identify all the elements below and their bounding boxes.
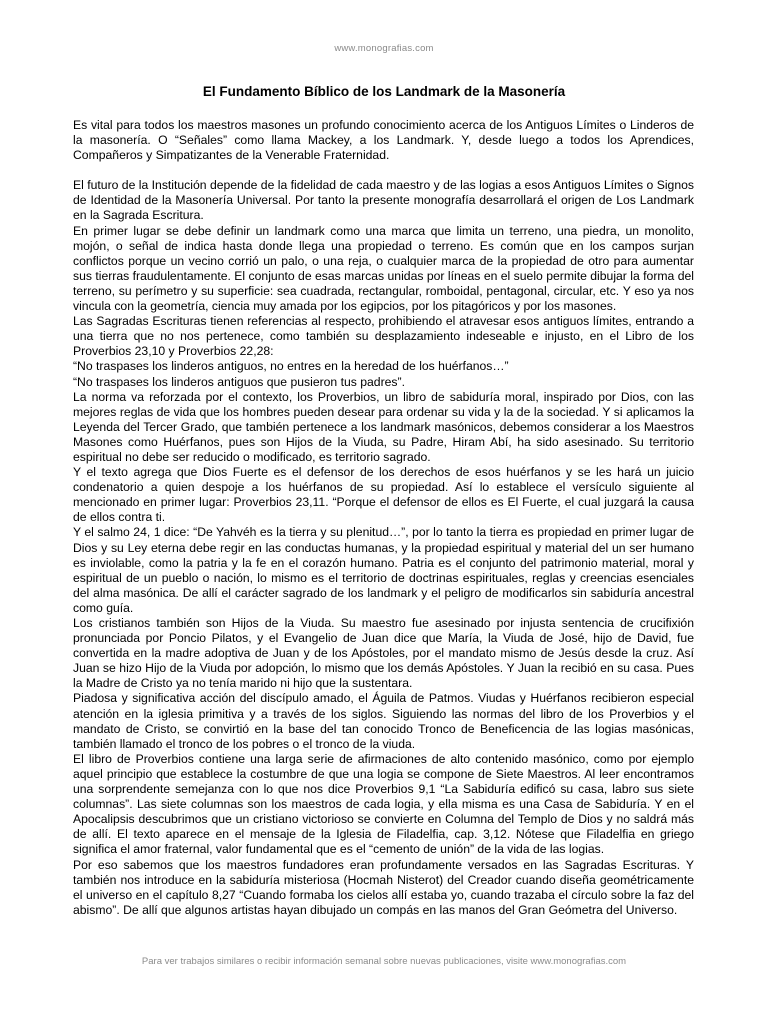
quote-1: “No traspases los linderos antiguos, no entres en la heredad de los huérfanos…” — [73, 359, 509, 374]
document-title: El Fundamento Bíblico de los Landmark de la Masonería — [202, 84, 566, 99]
paragraph-4: Las Sagradas Escrituras tienen referencias al respecto, prohibiendo el atravesar esos antiguos límites, entrando a una tierra que no nos pertenece, como también su desplazamiento indeseable e injusto, en el Libro de los Proverbios 23,10 y Proverbios 22,28: — [73, 314, 694, 359]
paragraph-1: Es vital para todos los maestros masones un profundo conocimiento acerca de los Antiguos Límites o Linderos de la masonería. O “Señales” como llama Mackey, a los Landmark. Y, desde luego a todos los Aprendices, Compañeros y Simpatizantes de la Venerable Fraternidad. — [73, 118, 694, 163]
paragraph-2: El futuro de la Institución depende de la fidelidad de cada maestro y de las logias a esos Antiguos Límites o Signos de Identidad de la Masonería Universal. Por tanto la presente monografía desarrollará el origen de Los Landmark en la Sagrada Escritura. — [73, 178, 694, 223]
quote-2: “No traspases los linderos antiguos que pusieron tus padres”. — [73, 374, 405, 389]
paragraph-5: La norma va reforzada por el contexto, los Proverbios, un libro de sabiduría moral, inspirado por Dios, con las mejores reglas de vida que los hombres pueden desear para ordenar su vida y la de la sociedad. Y si aplicamos la Leyenda del Tercer Grado, que también pertenece a los landmark masónicos, debemos considerar a los Maestros Masones como Huérfanos, pues son Hijos de la Viuda, su Padre, Hiram Abí, ha sido asesinado. Su territorio espiritual no debe ser reducido o modificado, es territorio sagrado. — [73, 389, 694, 464]
header-url[interactable]: www.monografias.com — [334, 43, 434, 54]
paragraph-3: En primer lugar se debe definir un landmark como una marca que limita un terreno, una piedra, un monolito, mojón, o señal de indica hasta donde llega una propiedad o terreno. Es común que en los campos surjan conflictos porque un vecino corrió un palo, o una reja, o cualquier marca de la propiedad de otro para aumentar sus tierras fraudulentamente. El conjunto de esas marcas unidas por líneas en el suelo permite dibujar la forma del terreno, su perímetro y su superficie: sea cuadrada, rectangular, romboidal, pentagonal, circular, etc. Y eso ya nos vincula con la geometría, ciencia muy amada por los egipcios, por los pitagóricos y por los masones. — [73, 223, 694, 314]
paragraph-8: Los cristianos también son Hijos de la Viuda. Su maestro fue asesinado por injusta sentencia de crucifixión pronunciada por Poncio Pilatos, y el Evangelio de Juan dice que María, la Viuda de José, hijo de David, fue convertida en la madre adoptiva de Juan y de los Apóstoles, por el mandato mismo de Jesús desde la cruz. Así Juan se hizo Hijo de la Viuda por adopción, lo mismo que los demás Apóstoles. Y Juan la recibió en su casa. Pues la Madre de Cristo ya no tenía marido ni hijo que la sustentara. — [73, 616, 694, 691]
paragraph-10: El libro de Proverbios contiene una larga serie de afirmaciones de alto contenido masónico, como por ejemplo aquel principio que establece la costumbre de que una logia se compone de Siete Maestros. Al leer encontramos una sorprendente semejanza con lo que nos dice Proverbios 9,1 “La Sabiduría edificó su casa, labro sus siete columnas”. Las siete columnas son los maestros de cada logia, y ella misma es una Casa de Sabiduría. Y en el Apocalipsis descubrimos que un cristiano victorioso se convierte en Columna del Templo de Dios y no saldrá más de allí. El texto aparece en el mensaje de la Iglesia de Filadelfia, cap. 3,12. Nótese que Filadelfia en griego significa el amor fraternal, valor fundamental que es el “cemento de unión” de la vida de las logias. — [73, 751, 694, 857]
footer-notice[interactable]: Para ver trabajos similares o recibir información semanal sobre nuevas publicaciones, visite www.monografias.com — [141, 956, 627, 967]
paragraph-9: Piadosa y significativa acción del discípulo amado, el Águila de Patmos. Viudas y Huérfanos recibieron especial atención en la iglesia primitiva y a través de los siglos. Siguiendo las normas del libro de los Proverbios y el mandato de Cristo, se convirtió en la base del tan conocido Tronco de Beneficencia de las logias masónicas, también llamado el tronco de los pobres o el tronco de la viuda. — [73, 691, 694, 751]
paragraph-11: Por eso sabemos que los maestros fundadores eran profundamente versados en las Sagradas Escrituras. Y también nos introduce en la sabiduría misteriosa (Hocmah Nisterot) del Creador cuando diseña geométricamente el universo en el capítulo 8,27 “Cuando formaba los cielos allí estaba yo, cuando trazaba el círculo sobre la faz del abismo”. De allí que algunos artistas hayan dibujado un compás en las manos del Gran Geómetra del Universo. — [73, 857, 694, 917]
paragraph-6: Y el texto agrega que Dios Fuerte es el defensor de los derechos de esos huérfanos y se les hará un juicio condenatorio a quien despoje a los huérfanos de su propiedad. Así lo establece el versículo siguiente al mencionado en primer lugar: Proverbios 23,11. “Porque el defensor de ellos es El Fuerte, el cual juzgará la causa de ellos contra ti. — [73, 465, 694, 525]
document-body — [73, 118, 694, 918]
paragraph-7: Y el salmo 24, 1 dice: “De Yahvéh es la tierra y su plenitud…”, por lo tanto la tierra es propiedad en primer lugar de Dios y su Ley eterna debe regir en las conductas humanas, y la propiedad espiritual y material del un ser humano es inviolable, como la patria y la fe en el corazón humano. Patria es el conjunto del patrimonio material, moral y espiritual de un pueblo o nación, lo mismo es el territorio de doctrinas espirituales, reglas y creencias esenciales del alma masónica. De allí el carácter sagrado de los landmark y el peligro de modificarlos sin sabiduría ancestral como guía. — [73, 525, 694, 615]
